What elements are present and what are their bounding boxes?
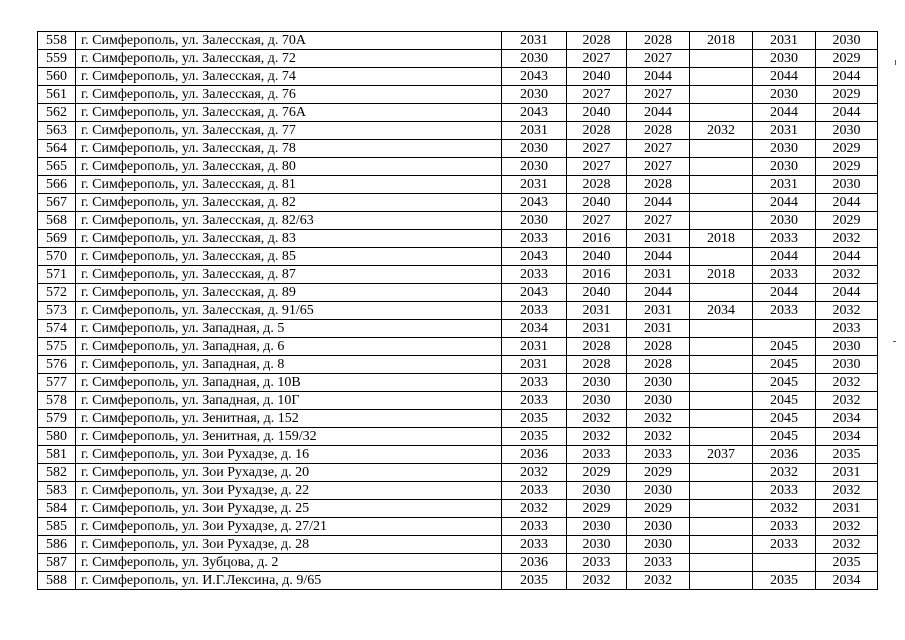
year-cell-1: 2043: [502, 68, 567, 86]
year-cell-1: 2033: [502, 518, 567, 536]
address-cell: г. Симферополь, ул. Западная, д. 10Г: [76, 392, 502, 410]
year-cell-1: 2030: [502, 50, 567, 68]
row-number: 575: [38, 338, 76, 356]
table-row: [38, 86, 878, 104]
table-row: [38, 392, 878, 410]
year-cell-6: 2035: [816, 554, 878, 572]
table-row: [38, 464, 878, 482]
year-cell-5: 2031: [753, 122, 816, 140]
year-cell-4: [690, 392, 753, 410]
year-cell-3: 2044: [627, 248, 690, 266]
address-cell: г. Симферополь, ул. Западная, д. 6: [76, 338, 502, 356]
year-cell-4: [690, 50, 753, 68]
year-cell-3: 2029: [627, 500, 690, 518]
year-cell-2: 2030: [567, 518, 627, 536]
address-cell: г. Симферополь, ул. Залесская, д. 77: [76, 122, 502, 140]
table-row: [38, 302, 878, 320]
table-row: [38, 446, 878, 464]
row-number: 566: [38, 176, 76, 194]
year-cell-5: 2045: [753, 428, 816, 446]
year-cell-2: 2027: [567, 212, 627, 230]
year-cell-2: 2040: [567, 68, 627, 86]
address-cell: г. Симферополь, ул. Залесская, д. 82: [76, 194, 502, 212]
address-cell: г. Симферополь, ул. Залесская, д. 76: [76, 86, 502, 104]
year-cell-1: 2033: [502, 374, 567, 392]
year-cell-1: 2043: [502, 194, 567, 212]
year-cell-3: 2031: [627, 230, 690, 248]
table-row: [38, 176, 878, 194]
year-cell-2: 2028: [567, 122, 627, 140]
table-row: [38, 194, 878, 212]
year-cell-3: 2028: [627, 338, 690, 356]
row-number: 587: [38, 554, 76, 572]
year-cell-6: 2032: [816, 230, 878, 248]
row-number: 561: [38, 86, 76, 104]
address-cell: г. Симферополь, ул. Западная, д. 5: [76, 320, 502, 338]
year-cell-6: 2032: [816, 392, 878, 410]
year-cell-2: 2029: [567, 500, 627, 518]
year-cell-4: [690, 338, 753, 356]
housing-schedule-table: [37, 31, 878, 590]
year-cell-5: 2033: [753, 302, 816, 320]
year-cell-3: 2031: [627, 302, 690, 320]
address-cell: г. Симферополь, ул. Зои Рухадзе, д. 27/21: [76, 518, 502, 536]
year-cell-2: 2027: [567, 50, 627, 68]
year-cell-2: 2030: [567, 374, 627, 392]
year-cell-3: 2028: [627, 32, 690, 50]
table-row: [38, 536, 878, 554]
row-number: 585: [38, 518, 76, 536]
address-cell: г. Симферополь, ул. Залесская, д. 74: [76, 68, 502, 86]
address-cell: г. Симферополь, ул. Залесская, д. 91/65: [76, 302, 502, 320]
year-cell-5: 2044: [753, 248, 816, 266]
year-cell-6: 2029: [816, 212, 878, 230]
table-row: [38, 518, 878, 536]
year-cell-2: 2030: [567, 536, 627, 554]
year-cell-3: 2044: [627, 284, 690, 302]
year-cell-1: 2030: [502, 140, 567, 158]
year-cell-6: 2044: [816, 104, 878, 122]
year-cell-6: 2030: [816, 32, 878, 50]
year-cell-5: 2030: [753, 212, 816, 230]
table-row: [38, 554, 878, 572]
year-cell-2: 2027: [567, 140, 627, 158]
year-cell-4: [690, 554, 753, 572]
year-cell-2: 2028: [567, 356, 627, 374]
year-cell-1: 2033: [502, 392, 567, 410]
address-cell: г. Симферополь, ул. И.Г.Лексина, д. 9/65: [76, 572, 502, 590]
year-cell-4: [690, 356, 753, 374]
row-number: 584: [38, 500, 76, 518]
year-cell-5: [753, 320, 816, 338]
row-number: 580: [38, 428, 76, 446]
year-cell-2: 2016: [567, 266, 627, 284]
year-cell-1: 2033: [502, 230, 567, 248]
table-row: [38, 230, 878, 248]
year-cell-5: 2030: [753, 86, 816, 104]
row-number: 583: [38, 482, 76, 500]
year-cell-4: [690, 248, 753, 266]
row-number: 567: [38, 194, 76, 212]
year-cell-1: 2030: [502, 86, 567, 104]
year-cell-2: 2040: [567, 248, 627, 266]
year-cell-5: 2035: [753, 572, 816, 590]
row-number: 572: [38, 284, 76, 302]
year-cell-5: 2033: [753, 482, 816, 500]
year-cell-1: 2033: [502, 536, 567, 554]
year-cell-2: 2027: [567, 158, 627, 176]
row-number: 558: [38, 32, 76, 50]
year-cell-2: 2016: [567, 230, 627, 248]
year-cell-4: 2018: [690, 230, 753, 248]
year-cell-4: 2034: [690, 302, 753, 320]
table-row: [38, 482, 878, 500]
year-cell-6: 2044: [816, 284, 878, 302]
address-cell: г. Симферополь, ул. Западная, д. 10В: [76, 374, 502, 392]
year-cell-4: 2032: [690, 122, 753, 140]
year-cell-5: 2032: [753, 500, 816, 518]
year-cell-6: 2034: [816, 410, 878, 428]
year-cell-4: [690, 176, 753, 194]
year-cell-3: 2030: [627, 518, 690, 536]
year-cell-3: 2030: [627, 392, 690, 410]
year-cell-1: 2030: [502, 158, 567, 176]
year-cell-6: 2029: [816, 86, 878, 104]
year-cell-3: 2033: [627, 446, 690, 464]
year-cell-4: [690, 68, 753, 86]
row-number: 571: [38, 266, 76, 284]
address-cell: г. Симферополь, ул. Залесская, д. 80: [76, 158, 502, 176]
table-row: [38, 374, 878, 392]
year-cell-4: [690, 140, 753, 158]
year-cell-3: 2030: [627, 536, 690, 554]
row-number: 570: [38, 248, 76, 266]
year-cell-6: 2032: [816, 302, 878, 320]
row-number: 564: [38, 140, 76, 158]
year-cell-5: 2044: [753, 284, 816, 302]
year-cell-4: 2037: [690, 446, 753, 464]
year-cell-3: 2027: [627, 86, 690, 104]
year-cell-5: 2033: [753, 230, 816, 248]
year-cell-5: 2033: [753, 536, 816, 554]
year-cell-2: 2031: [567, 320, 627, 338]
year-cell-1: 2031: [502, 338, 567, 356]
year-cell-3: 2033: [627, 554, 690, 572]
year-cell-1: 2043: [502, 104, 567, 122]
address-cell: г. Симферополь, ул. Залесская, д. 70А: [76, 32, 502, 50]
table-row: [38, 68, 878, 86]
year-cell-2: 2028: [567, 176, 627, 194]
row-number: 576: [38, 356, 76, 374]
year-cell-2: 2040: [567, 284, 627, 302]
year-cell-1: 2043: [502, 284, 567, 302]
year-cell-2: 2028: [567, 32, 627, 50]
year-cell-2: 2030: [567, 482, 627, 500]
row-number: 581: [38, 446, 76, 464]
year-cell-6: 2033: [816, 320, 878, 338]
row-number: 568: [38, 212, 76, 230]
row-number: 569: [38, 230, 76, 248]
year-cell-4: [690, 194, 753, 212]
year-cell-6: 2044: [816, 248, 878, 266]
year-cell-4: 2018: [690, 32, 753, 50]
year-cell-1: 2034: [502, 320, 567, 338]
year-cell-3: 2029: [627, 464, 690, 482]
address-cell: г. Симферополь, ул. Зои Рухадзе, д. 25: [76, 500, 502, 518]
year-cell-2: 2032: [567, 410, 627, 428]
year-cell-6: 2030: [816, 338, 878, 356]
year-cell-1: 2036: [502, 446, 567, 464]
row-number: 560: [38, 68, 76, 86]
table-row: [38, 410, 878, 428]
year-cell-6: 2044: [816, 194, 878, 212]
scan-mark: [893, 341, 896, 342]
year-cell-3: 2027: [627, 140, 690, 158]
year-cell-6: 2029: [816, 158, 878, 176]
year-cell-1: 2035: [502, 428, 567, 446]
year-cell-2: 2040: [567, 104, 627, 122]
year-cell-5: 2033: [753, 518, 816, 536]
year-cell-3: 2028: [627, 356, 690, 374]
year-cell-1: 2031: [502, 32, 567, 50]
table-row: [38, 248, 878, 266]
address-cell: г. Симферополь, ул. Залесская, д. 87: [76, 266, 502, 284]
year-cell-6: 2032: [816, 536, 878, 554]
year-cell-6: 2032: [816, 518, 878, 536]
year-cell-1: 2031: [502, 176, 567, 194]
table-row: [38, 320, 878, 338]
year-cell-4: [690, 482, 753, 500]
row-number: 577: [38, 374, 76, 392]
year-cell-1: 2035: [502, 410, 567, 428]
year-cell-1: 2035: [502, 572, 567, 590]
year-cell-4: [690, 464, 753, 482]
address-cell: г. Симферополь, ул. Зои Рухадзе, д. 28: [76, 536, 502, 554]
year-cell-1: 2031: [502, 356, 567, 374]
year-cell-4: [690, 518, 753, 536]
row-number: 573: [38, 302, 76, 320]
table-row: [38, 500, 878, 518]
address-cell: г. Симферополь, ул. Залесская, д. 82/63: [76, 212, 502, 230]
row-number: 582: [38, 464, 76, 482]
address-cell: г. Симферополь, ул. Залесская, д. 76А: [76, 104, 502, 122]
table-row: [38, 32, 878, 50]
year-cell-2: 2033: [567, 554, 627, 572]
table-row: [38, 158, 878, 176]
year-cell-4: [690, 428, 753, 446]
year-cell-5: 2033: [753, 266, 816, 284]
year-cell-3: 2027: [627, 212, 690, 230]
year-cell-2: 2031: [567, 302, 627, 320]
year-cell-3: 2028: [627, 176, 690, 194]
year-cell-6: 2035: [816, 446, 878, 464]
year-cell-3: 2031: [627, 266, 690, 284]
year-cell-4: [690, 320, 753, 338]
year-cell-6: 2032: [816, 374, 878, 392]
address-cell: г. Симферополь, ул. Залесская, д. 78: [76, 140, 502, 158]
year-cell-6: 2030: [816, 356, 878, 374]
scan-mark: [895, 60, 896, 65]
year-cell-3: 2030: [627, 374, 690, 392]
row-number: 563: [38, 122, 76, 140]
year-cell-3: 2044: [627, 104, 690, 122]
year-cell-2: 2032: [567, 428, 627, 446]
year-cell-3: 2032: [627, 410, 690, 428]
year-cell-2: 2028: [567, 338, 627, 356]
table-row: [38, 266, 878, 284]
year-cell-2: 2029: [567, 464, 627, 482]
row-number: 562: [38, 104, 76, 122]
year-cell-1: 2033: [502, 266, 567, 284]
year-cell-1: 2043: [502, 248, 567, 266]
table-row: [38, 284, 878, 302]
year-cell-3: 2027: [627, 50, 690, 68]
year-cell-5: 2045: [753, 338, 816, 356]
address-cell: г. Симферополь, ул. Залесская, д. 89: [76, 284, 502, 302]
year-cell-4: [690, 86, 753, 104]
year-cell-6: 2032: [816, 266, 878, 284]
row-number: 578: [38, 392, 76, 410]
year-cell-6: 2034: [816, 572, 878, 590]
year-cell-4: [690, 374, 753, 392]
year-cell-6: 2029: [816, 50, 878, 68]
table-row: [38, 140, 878, 158]
year-cell-6: 2034: [816, 428, 878, 446]
year-cell-4: [690, 104, 753, 122]
year-cell-4: [690, 572, 753, 590]
year-cell-6: 2031: [816, 500, 878, 518]
year-cell-4: [690, 536, 753, 554]
address-cell: г. Симферополь, ул. Зубцова, д. 2: [76, 554, 502, 572]
year-cell-5: 2044: [753, 104, 816, 122]
table-row: [38, 338, 878, 356]
address-cell: г. Симферополь, ул. Зои Рухадзе, д. 20: [76, 464, 502, 482]
year-cell-5: 2045: [753, 410, 816, 428]
address-cell: г. Симферополь, ул. Залесская, д. 81: [76, 176, 502, 194]
year-cell-5: 2045: [753, 374, 816, 392]
year-cell-5: 2044: [753, 194, 816, 212]
address-cell: г. Симферополь, ул. Залесская, д. 85: [76, 248, 502, 266]
year-cell-4: [690, 500, 753, 518]
year-cell-4: 2018: [690, 266, 753, 284]
year-cell-5: 2044: [753, 68, 816, 86]
table-row: [38, 356, 878, 374]
year-cell-5: 2030: [753, 158, 816, 176]
year-cell-3: 2031: [627, 320, 690, 338]
year-cell-5: 2031: [753, 176, 816, 194]
year-cell-5: 2030: [753, 140, 816, 158]
year-cell-3: 2028: [627, 122, 690, 140]
year-cell-1: 2030: [502, 212, 567, 230]
table-row: [38, 212, 878, 230]
address-cell: г. Симферополь, ул. Зенитная, д. 159/32: [76, 428, 502, 446]
year-cell-6: 2029: [816, 140, 878, 158]
year-cell-5: 2031: [753, 32, 816, 50]
year-cell-6: 2031: [816, 464, 878, 482]
year-cell-3: 2030: [627, 482, 690, 500]
year-cell-1: 2033: [502, 482, 567, 500]
row-number: 579: [38, 410, 76, 428]
address-cell: г. Симферополь, ул. Залесская, д. 83: [76, 230, 502, 248]
table-row: [38, 104, 878, 122]
row-number: 565: [38, 158, 76, 176]
table-row: [38, 428, 878, 446]
year-cell-2: 2030: [567, 392, 627, 410]
year-cell-1: 2036: [502, 554, 567, 572]
table-row: [38, 122, 878, 140]
row-number: 588: [38, 572, 76, 590]
year-cell-2: 2032: [567, 572, 627, 590]
address-cell: г. Симферополь, ул. Зенитная, д. 152: [76, 410, 502, 428]
year-cell-5: 2030: [753, 50, 816, 68]
year-cell-3: 2044: [627, 68, 690, 86]
year-cell-5: 2045: [753, 356, 816, 374]
row-number: 586: [38, 536, 76, 554]
year-cell-6: 2044: [816, 68, 878, 86]
address-cell: г. Симферополь, ул. Зои Рухадзе, д. 22: [76, 482, 502, 500]
year-cell-6: 2032: [816, 482, 878, 500]
year-cell-4: [690, 212, 753, 230]
row-number: 574: [38, 320, 76, 338]
year-cell-3: 2032: [627, 428, 690, 446]
year-cell-1: 2033: [502, 302, 567, 320]
address-cell: г. Симферополь, ул. Зои Рухадзе, д. 16: [76, 446, 502, 464]
year-cell-6: 2030: [816, 176, 878, 194]
year-cell-5: [753, 554, 816, 572]
year-cell-1: 2032: [502, 464, 567, 482]
year-cell-4: [690, 158, 753, 176]
year-cell-4: [690, 284, 753, 302]
year-cell-3: 2044: [627, 194, 690, 212]
year-cell-1: 2031: [502, 122, 567, 140]
row-number: 559: [38, 50, 76, 68]
year-cell-5: 2045: [753, 392, 816, 410]
table-row: [38, 572, 878, 590]
year-cell-2: 2027: [567, 86, 627, 104]
year-cell-5: 2036: [753, 446, 816, 464]
year-cell-4: [690, 410, 753, 428]
address-cell: г. Симферополь, ул. Западная, д. 8: [76, 356, 502, 374]
year-cell-6: 2030: [816, 122, 878, 140]
table-row: [38, 50, 878, 68]
year-cell-5: 2032: [753, 464, 816, 482]
year-cell-1: 2032: [502, 500, 567, 518]
year-cell-2: 2033: [567, 446, 627, 464]
year-cell-3: 2027: [627, 158, 690, 176]
year-cell-2: 2040: [567, 194, 627, 212]
address-cell: г. Симферополь, ул. Залесская, д. 72: [76, 50, 502, 68]
year-cell-3: 2032: [627, 572, 690, 590]
